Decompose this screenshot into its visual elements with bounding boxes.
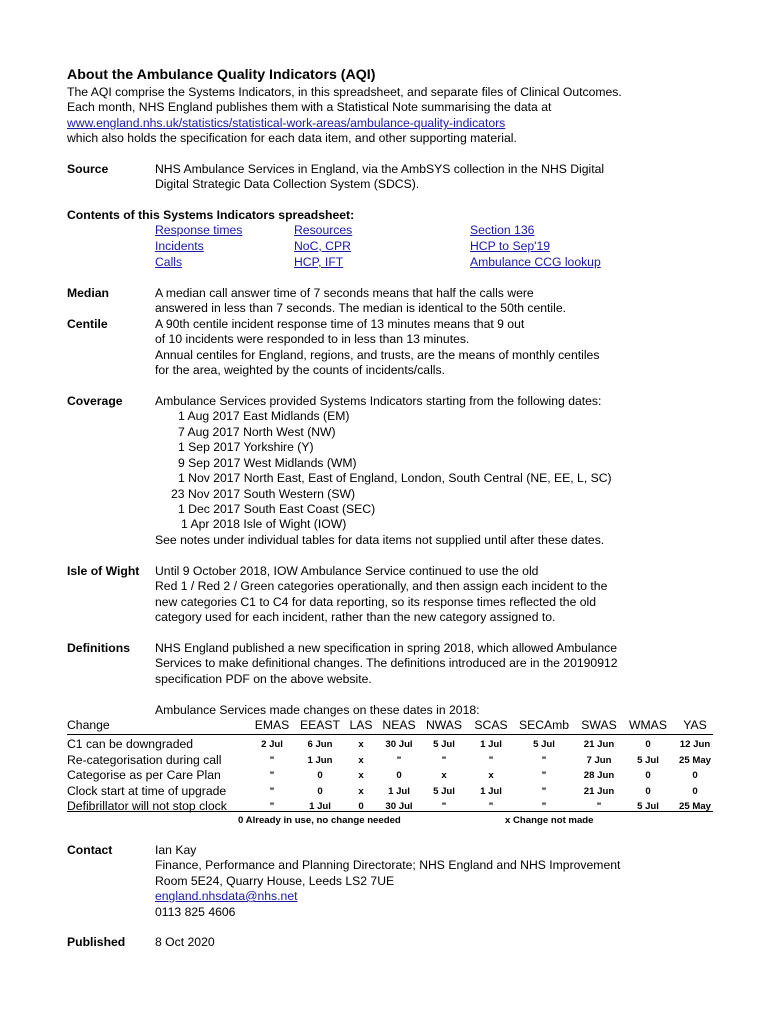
table-cell: 25 May [679, 755, 711, 766]
table-cell: 1 Jul [480, 786, 502, 797]
table-cell: 0 [317, 786, 323, 797]
table-column-header: SCAS [474, 718, 508, 732]
table-cell: 1 Jul [480, 739, 502, 750]
contact-email-link[interactable]: england.nhsdata@nhs.net [155, 889, 298, 903]
table-cell: 0 [692, 786, 698, 797]
coverage-date: 1 Nov 2017 [178, 471, 241, 485]
coverage-name: South Western (SW) [243, 487, 356, 501]
table-cell: 12 Jun [679, 739, 711, 750]
table-cell: 0 [396, 770, 402, 781]
table-column-header: EMAS [254, 718, 290, 732]
table-cell: " [596, 801, 602, 812]
table-cell: " [441, 801, 447, 812]
coverage-date: 9 Sep 2017 [178, 456, 241, 470]
page-title: About the Ambulance Quality Indicators (AQI) [67, 67, 376, 83]
intro-line-2: Each month, NHS England publishes them with a Statistical Note summarising the data at [67, 100, 552, 114]
table-cell: x [358, 770, 364, 781]
coverage-date: 23 Nov 2017 [171, 487, 241, 501]
iow-line-3: new categories C1 to C4 for data reporting, so its response times reflected the old [155, 595, 597, 609]
table-cell: 30 Jul [385, 801, 413, 812]
iow-line-4: category used for each incident, rather than the new category assigned to. [155, 610, 556, 624]
iow-line-1: Until 9 October 2018, IOW Ambulance Service continued to use the old [155, 564, 539, 578]
table-cell: " [269, 801, 275, 812]
table-cell: " [488, 801, 494, 812]
coverage-item [178, 502, 375, 516]
intro-line-3: which also holds the specification for each data item, and other supporting material. [67, 131, 517, 145]
coverage-name: North West (NW) [243, 425, 336, 439]
coverage-date: 1 Aug 2017 [178, 409, 240, 423]
coverage-date: 1 Sep 2017 [178, 440, 241, 454]
published-date: 8 Oct 2020 [155, 935, 215, 949]
link-hcp-to-sep19[interactable]: HCP to Sep'19 [470, 239, 551, 253]
table-cell: " [441, 755, 447, 766]
table-cell: 5 Jul [533, 739, 555, 750]
table-column-header: LAS [349, 718, 373, 732]
table-cell: " [541, 786, 547, 797]
table-cell: 25 May [679, 801, 711, 812]
link-noc-cpr[interactable]: NoC, CPR [294, 239, 351, 253]
table-cell: 5 Jul [637, 755, 659, 766]
contents-heading: Contents of this Systems Indicators spreadsheet: [67, 208, 355, 222]
table-cell: 1 Jun [307, 755, 333, 766]
table-cell: 5 Jul [637, 801, 659, 812]
definitions-line-1: NHS England published a new specification in spring 2018, which allowed Ambulance [155, 641, 618, 655]
coverage-name: Yorkshire (Y) [243, 440, 314, 454]
table-cell: " [488, 755, 494, 766]
centile-line-1: A 90th centile incident response time of 13 minutes means that 9 out [155, 317, 525, 331]
link-hcp-ift[interactable]: HCP, IFT [294, 255, 344, 269]
table-cell: 0 [692, 770, 698, 781]
contact-room: Room 5E24, Quarry House, Leeds LS2 7UE [155, 874, 395, 888]
table-cell: " [541, 755, 547, 766]
contact-dept: Finance, Performance and Planning Directorate; NHS England and NHS Improvement [155, 858, 621, 872]
contact-label: Contact [67, 843, 113, 857]
coverage-note: See notes under individual tables for data items not supplied until after these dates. [155, 533, 605, 547]
table-column-header: SECAmb [518, 718, 570, 732]
coverage-item [171, 487, 355, 501]
table-cell: x [358, 739, 364, 750]
table-column-header: NWAS [425, 718, 463, 732]
link-incidents[interactable]: Incidents [155, 239, 204, 253]
table-cell: 30 Jul [385, 739, 413, 750]
centile-line-2: of 10 incidents were responded to in less than 13 minutes. [155, 332, 470, 346]
table-cell: " [269, 755, 275, 766]
table-cell: 21 Jun [583, 739, 615, 750]
table-cell: " [396, 755, 402, 766]
table-cell: x [488, 770, 494, 781]
coverage-date: 7 Aug 2017 [178, 425, 240, 439]
table-cell: 5 Jul [433, 786, 455, 797]
table-cell: " [541, 801, 547, 812]
link-calls[interactable]: Calls [155, 255, 183, 269]
coverage-item [178, 456, 357, 470]
coverage-item [178, 425, 336, 439]
coverage-name: East Midlands (EM) [243, 409, 350, 423]
table-column-header: EEAST [300, 718, 340, 732]
table-row-label: Categorise as per Care Plan [67, 768, 221, 782]
contact-phone: 0113 825 4606 [155, 905, 236, 919]
aqi-website-link[interactable]: www.england.nhs.uk/statistics/statistical-work-areas/ambulance-quality-indicators [67, 116, 506, 130]
coverage-item [181, 517, 346, 531]
footnote-already-in-use: 0 Already in use, no change needed [238, 815, 401, 826]
table-cell: " [541, 770, 547, 781]
table-cell: 1 Jul [388, 786, 410, 797]
table-header-rule [67, 734, 713, 735]
link-section-136[interactable]: Section 136 [470, 223, 535, 237]
table-cell: x [358, 755, 364, 766]
link-resources[interactable]: Resources [294, 223, 353, 237]
coverage-item [178, 440, 314, 454]
published-label: Published [67, 935, 126, 949]
coverage-date: 1 Dec 2017 [178, 502, 241, 516]
definitions-line-3: specification PDF on the above website. [155, 672, 372, 686]
table-cell: 0 [645, 770, 651, 781]
source-label: Source [67, 162, 109, 176]
table-cell: 2 Jul [261, 739, 283, 750]
definitions-label: Definitions [67, 641, 130, 655]
median-label: Median [67, 286, 109, 300]
table-cell: 7 Jun [586, 755, 612, 766]
intro-line-1: The AQI comprise the Systems Indicators, in this spreadsheet, and separate files of Clinical Outcomes. [67, 85, 622, 99]
centile-line-3: Annual centiles for England, regions, and trusts, are the means of monthly centiles [155, 348, 600, 362]
table-cell: 5 Jul [433, 739, 455, 750]
changes-table-intro: Ambulance Services made changes on these dates in 2018: [155, 703, 480, 717]
table-cell: " [269, 786, 275, 797]
table-cell: " [269, 770, 275, 781]
table-row-label: Clock start at time of upgrade [67, 784, 227, 798]
table-cell: 0 [317, 770, 323, 781]
table-row-label: C1 can be downgraded [67, 737, 194, 751]
coverage-item [178, 471, 612, 485]
table-cell: 0 [645, 739, 651, 750]
coverage-item [178, 409, 349, 423]
definitions-line-2: Services to make definitional changes. The definitions introduced are in the 20190912 [155, 656, 618, 670]
coverage-name: West Midlands (WM) [243, 456, 357, 470]
coverage-name: South East Coast (SEC) [243, 502, 376, 516]
table-column-header: SWAS [581, 718, 617, 732]
table-cell: 6 Jun [307, 739, 333, 750]
centile-label: Centile [67, 317, 108, 331]
table-cell: 28 Jun [583, 770, 615, 781]
coverage-name: Isle of Wight (IOW) [243, 517, 347, 531]
table-cell: x [441, 770, 447, 781]
table-cell: x [358, 786, 364, 797]
centile-line-4: for the area, weighted by the counts of incidents/calls. [155, 363, 445, 377]
coverage-label: Coverage [67, 394, 123, 408]
source-line-2: Digital Strategic Data Collection System (SDCS). [155, 177, 420, 191]
table-column-header: WMAS [629, 718, 667, 732]
link-response-times[interactable]: Response times [155, 223, 243, 237]
table-cell: 21 Jun [583, 786, 615, 797]
table-column-header: NEAS [382, 718, 416, 732]
table-cell: 0 [645, 786, 651, 797]
median-line-1: A median call answer time of 7 seconds means that half the calls were [155, 286, 534, 300]
table-cell: 1 Jul [309, 801, 331, 812]
iow-line-2: Red 1 / Red 2 / Green categories operationally, and then assign each incident to the [155, 579, 608, 593]
table-column-header: YAS [683, 718, 707, 732]
table-header-change: Change [67, 718, 110, 732]
iow-label: Isle of Wight [67, 564, 140, 578]
footnote-change-not-made: x Change not made [505, 815, 594, 826]
table-row-label: Defibrillator will not stop clock [67, 799, 227, 813]
table-row-label: Re-categorisation during call [67, 753, 222, 767]
source-line-1: NHS Ambulance Services in England, via the AmbSYS collection in the NHS Digital [155, 162, 605, 176]
coverage-date: 1 Apr 2018 [181, 517, 240, 531]
link-ambulance-ccg-lookup[interactable]: Ambulance CCG lookup [470, 255, 601, 269]
coverage-name: North East, East of England, London, South Central (NE, EE, L, SC) [243, 471, 612, 485]
median-line-2: answered in less than 7 seconds. The median is identical to the 50th centile. [155, 301, 567, 315]
coverage-intro: Ambulance Services provided Systems Indicators starting from the following dates: [155, 394, 602, 408]
contact-name: Ian Kay [155, 843, 197, 857]
table-cell: 0 [358, 801, 364, 812]
